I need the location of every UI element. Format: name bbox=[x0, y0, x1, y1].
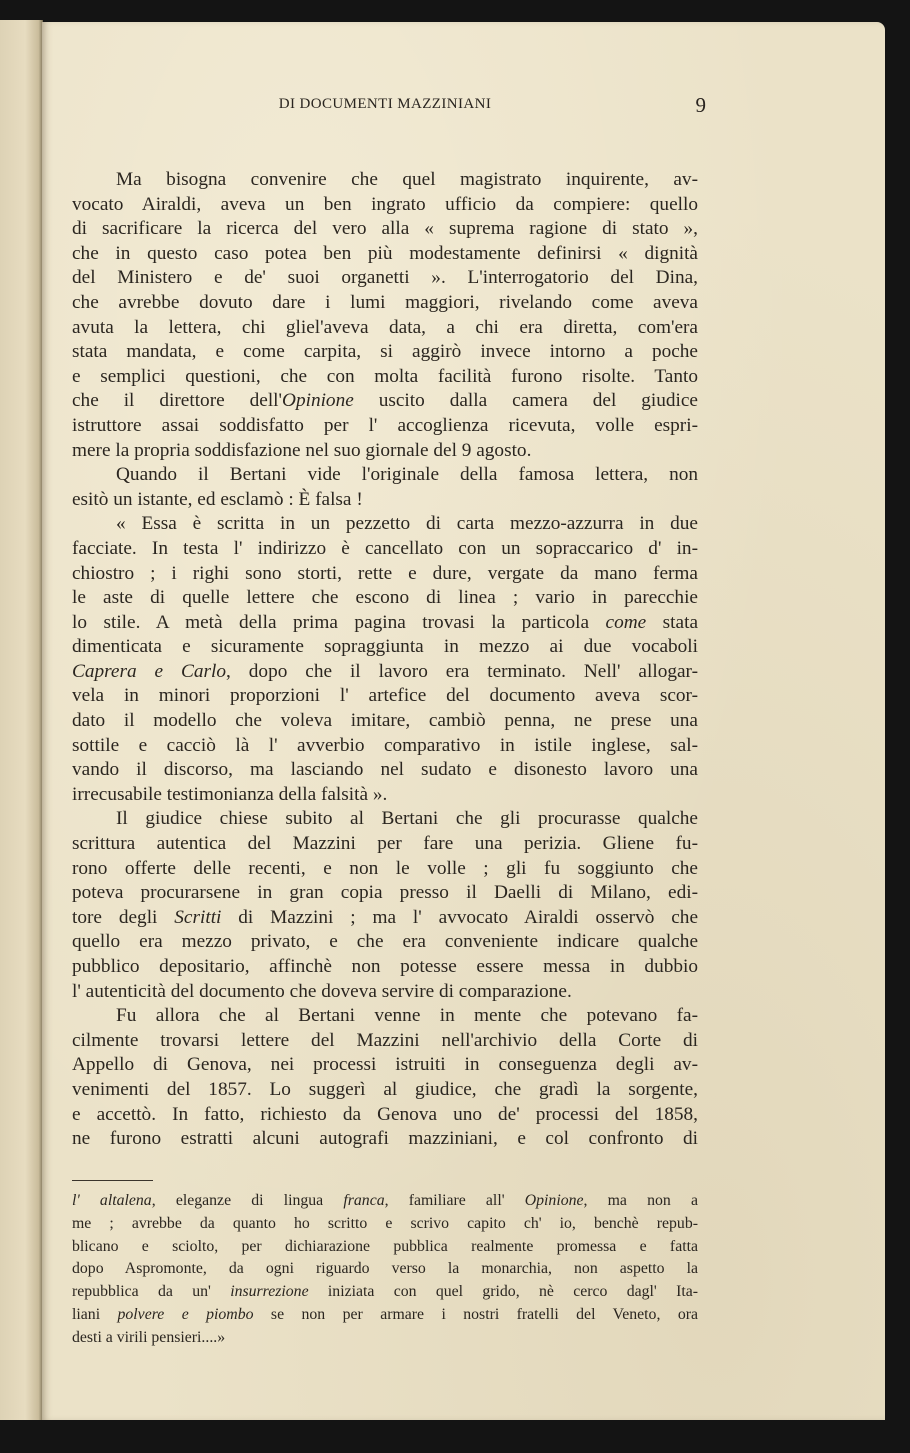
body-line bbox=[72, 439, 698, 464]
body-line bbox=[72, 955, 698, 980]
italic-text: insurrezione bbox=[230, 1283, 309, 1301]
text-run: stata bbox=[646, 611, 698, 633]
body-line bbox=[72, 463, 698, 488]
body-line bbox=[72, 266, 698, 291]
body-line bbox=[72, 488, 698, 513]
text-run: Appello di Genova, nei processi istruiti in conseguenza degli av- bbox=[72, 1054, 698, 1076]
body-line bbox=[72, 881, 698, 906]
text-run: Quando il Bertani vide l'originale della famosa lettera, non bbox=[116, 464, 698, 486]
body-line bbox=[72, 1103, 698, 1128]
text-run: avuta la lettera, chi gliel'aveva data, a chi era diretta, com'era bbox=[72, 316, 698, 338]
text-run: e accettò. In fatto, richiesto da Genova uno de' processi del 1858, bbox=[72, 1103, 698, 1125]
text-run: , eleganze di lingua bbox=[151, 1192, 344, 1209]
running-title: DI DOCUMENTI MAZZINIANI bbox=[278, 96, 492, 112]
text-run: rono offerte delle recenti, e non le volle ; gli fu soggiunto che bbox=[72, 857, 698, 879]
text-run: che avrebbe dovuto dare i lumi maggiori, rivelando come aveva bbox=[72, 291, 698, 313]
body-line bbox=[72, 1029, 698, 1054]
body-line bbox=[72, 906, 698, 931]
body-line bbox=[72, 365, 698, 390]
text-run: , dopo che il lavoro era terminato. Nell' allogar- bbox=[226, 660, 699, 682]
italic-text: l' altalena bbox=[72, 1192, 152, 1209]
body-line bbox=[72, 242, 698, 267]
text-run: esitò un istante, ed esclamò : È falsa ! bbox=[72, 488, 363, 510]
body-line bbox=[72, 389, 698, 414]
text-run: mere la propria soddisfazione nel suo giornale del 9 agosto. bbox=[72, 439, 532, 461]
body-line bbox=[72, 980, 698, 1005]
text-run: me ; avrebbe da quanto ho scritto e scrivo capito ch' io, benchè repub- bbox=[72, 1214, 698, 1232]
italic-text: franca bbox=[343, 1192, 385, 1209]
text-run: iniziata con quel grido, nè cerco dagl' Ita- bbox=[308, 1283, 698, 1301]
page-number: 9 bbox=[695, 93, 706, 117]
text-run: vocato Airaldi, aveva un ben ingrato ufficio da compiere: quello bbox=[72, 193, 698, 215]
footnote-line bbox=[72, 1236, 698, 1259]
body-line bbox=[72, 586, 698, 611]
italic-text: polvere e piombo bbox=[117, 1305, 254, 1323]
text-run: del Ministero e de' suoi organetti ». L'interrogatorio del Dina, bbox=[72, 267, 698, 289]
italic-text: Opinione bbox=[524, 1192, 584, 1209]
footnote-line bbox=[72, 1190, 698, 1213]
text-run: Il giudice chiese subito al Bertani che gli procurasse qualche bbox=[116, 808, 698, 830]
italic-text: come bbox=[605, 611, 647, 633]
text-run: dato il modello che voleva imitare, cambiò penna, ne prese una bbox=[72, 710, 698, 732]
text-run: scrittura autentica del Mazzini per fare una perizia. Gliene fu- bbox=[72, 833, 698, 855]
text-run: e semplici questioni, che con molta facilità furono risolte. Tanto bbox=[72, 365, 698, 387]
text-run: le aste di quelle lettere che escono di linea ; vario in parecchie bbox=[72, 587, 698, 609]
italic-text: Scritti bbox=[174, 906, 222, 928]
footnote-line bbox=[72, 1258, 698, 1281]
text-run: venimenti del 1857. Lo suggerì al giudice, che gradì la sorgente, bbox=[72, 1078, 698, 1100]
text-run: di Mazzini ; ma l' avvocato Airaldi osservò che bbox=[221, 906, 698, 928]
text-run: sottile e cacciò là l' avverbio comparativo in istile inglese, sal- bbox=[72, 734, 698, 756]
body-line bbox=[72, 807, 698, 832]
body-line bbox=[72, 635, 698, 660]
text-run: repubblica da un' bbox=[72, 1283, 231, 1301]
text-run: istruttore assai soddisfatto per l' accoglienza ricevuta, volle espri- bbox=[72, 414, 698, 436]
italic-text: Caprera e Carlo bbox=[72, 660, 227, 682]
text-run: vela in minori proporzioni l' artefice del documento aveva scor- bbox=[72, 685, 698, 707]
text-run: dopo Aspromonte, da ogni riguardo verso la monarchia, non aspetto la bbox=[72, 1260, 698, 1278]
text-run: dimenticata e sicuramente sopraggiunta in mezzo ai due vocaboli bbox=[72, 636, 698, 658]
text-run: , ma non a bbox=[583, 1192, 698, 1209]
page-header bbox=[70, 93, 706, 126]
text-run: quello era mezzo privato, e che era conveniente indicare qualche bbox=[72, 931, 698, 953]
text-run: , familiare all' bbox=[384, 1192, 525, 1209]
body-text bbox=[72, 168, 698, 1152]
text-run: cilmente trovarsi lettere del Mazzini nell'archivio della Corte di bbox=[72, 1029, 698, 1051]
body-line bbox=[72, 783, 698, 808]
text-run: poteva procurarsene in gran copia presso il Daelli di Milano, edi- bbox=[72, 882, 698, 904]
text-run: blicano e sciolto, per dichiarazione pubblica realmente promessa e fatta bbox=[72, 1237, 698, 1255]
body-line bbox=[72, 758, 698, 783]
text-run: Ma bisogna convenire che quel magistrato inquirente, av- bbox=[116, 169, 698, 190]
body-line bbox=[72, 611, 698, 636]
body-line bbox=[72, 512, 698, 537]
text-run: ne furono estratti alcuni autografi mazziniani, e col confronto di bbox=[72, 1128, 698, 1150]
text-run: uscito dalla camera del giudice bbox=[353, 390, 698, 412]
body-line bbox=[72, 316, 698, 341]
text-run: pubblico depositario, affinchè non potesse essere messa in dubbio bbox=[72, 956, 698, 977]
body-line bbox=[72, 857, 698, 882]
text-run: l' autenticità del documento che doveva servire di comparazione. bbox=[72, 980, 572, 1002]
body-line bbox=[72, 291, 698, 316]
footnote-line bbox=[72, 1327, 698, 1350]
text-run: chiostro ; i righi sono storti, rette e dure, vergate da mano ferma bbox=[72, 562, 698, 584]
body-line bbox=[72, 832, 698, 857]
text-run: irrecusabile testimonianza della falsità ». bbox=[72, 783, 388, 805]
text-run: che in questo caso potea ben più modestamente definirsi « dignità bbox=[72, 242, 698, 264]
text-run: tore degli bbox=[72, 906, 175, 928]
italic-text: Opinione bbox=[282, 390, 354, 412]
body-line bbox=[72, 537, 698, 562]
facing-page-edge bbox=[0, 20, 43, 1420]
text-run: facciate. In testa l' indirizzo è cancellato con un sopraccarico d' in- bbox=[72, 537, 698, 559]
text-run: « Essa è scritta in un pezzetto di carta mezzo-azzurra in due bbox=[116, 513, 698, 535]
footnote bbox=[72, 1190, 698, 1350]
text-run: lo stile. A metà della prima pagina trovasi la particola bbox=[72, 611, 606, 633]
footnote-line bbox=[72, 1281, 698, 1304]
body-line bbox=[72, 1078, 698, 1103]
text-run: stata mandata, e come carpita, si aggirò invece intorno a poche bbox=[72, 341, 698, 363]
body-line bbox=[72, 1127, 698, 1152]
body-line bbox=[72, 414, 698, 439]
body-line bbox=[72, 217, 698, 242]
body-line bbox=[72, 340, 698, 365]
body-line bbox=[72, 562, 698, 587]
text-run: se non per armare i nostri fratelli del Veneto, ora bbox=[253, 1305, 698, 1323]
text-run: Fu allora che al Bertani venne in mente che potevano fa- bbox=[116, 1005, 698, 1027]
body-line bbox=[72, 930, 698, 955]
text-run: di sacrificare la ricerca del vero alla « suprema ragione di stato », bbox=[72, 218, 698, 240]
text-run: desti a virili pensieri....» bbox=[72, 1328, 226, 1346]
body-line bbox=[72, 168, 698, 193]
footnote-line bbox=[72, 1304, 698, 1327]
body-line bbox=[72, 660, 698, 685]
body-line bbox=[72, 684, 698, 709]
body-line bbox=[72, 734, 698, 759]
text-run: liani bbox=[72, 1305, 118, 1323]
footnote-separator bbox=[72, 1180, 153, 1181]
footnote-line bbox=[72, 1213, 698, 1236]
text-run: che il direttore dell' bbox=[72, 390, 283, 412]
body-line bbox=[72, 193, 698, 218]
body-line bbox=[72, 1053, 698, 1078]
body-line bbox=[72, 709, 698, 734]
text-run: vando il discorso, ma lasciando nel sudato e disonesto lavoro una bbox=[72, 759, 698, 781]
body-line bbox=[72, 1004, 698, 1029]
